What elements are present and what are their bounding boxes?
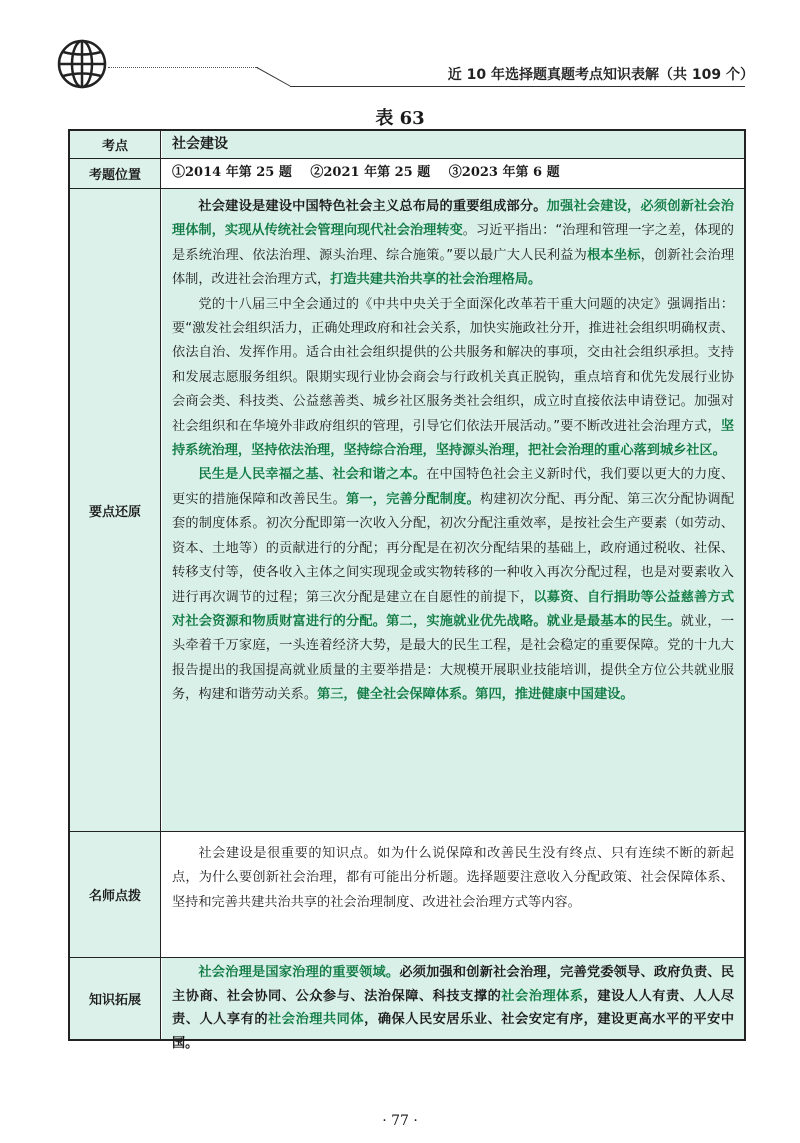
text-run: ，确保人民安居乐业、社会安定有序，建设更高水平的平安中国。	[172, 1012, 735, 1051]
page-number: · 77 ·	[382, 1113, 418, 1129]
extension-cell	[162, 958, 744, 1051]
highlight-run: 民生是人民幸福之基、社会和谐之本。	[198, 467, 427, 483]
text-run: ，创新社会治理体制，改进社会治理方式，	[172, 247, 735, 288]
highlight-run: 社会治理是国家治理的重要领域。	[198, 965, 400, 980]
position-item: ①2014 年第 25 题	[172, 165, 292, 180]
row-position	[70, 158, 744, 188]
knowledge-table	[68, 129, 746, 1051]
text-run: 就业，一头牵着千万家庭，一头连着经济大势，是最大的民生工程，是社会稳定的重要保障。党的十九大报告提出的我国提高就业质量的主要举措是：大规模开展职业技能培训，提供全方位公共就业服务，构建和谐劳动关系。	[172, 613, 735, 703]
tips-paragraph: 社会建设是很重要的知识点。如为什么说保障和改善民生没有终点、只有连续不断的新起点，为什么要创新社会治理，都有可能出分析题。选择题要注意收入分配政策、社会保障体系、坚持和完善共建共治共享的社会治理制度、改进社会治理方式等内容。	[172, 846, 734, 910]
topic-value: 社会建设	[172, 136, 228, 152]
highlight-run: 第一，完善分配制度。	[346, 491, 480, 507]
header-dotted-line	[108, 67, 258, 68]
label-points: 要点还原	[70, 189, 161, 831]
text-run: 。习近平指出：“治理和管理一字之差，体现的是系统治理、依法治理、源头治理、综合施策。”要以最广大人民利益为	[172, 223, 734, 263]
position-item: ③2023 年第 6 题	[448, 165, 560, 180]
highlight-run: 社会治理体系	[501, 988, 584, 1004]
label-position: 考题位置	[70, 159, 161, 188]
topic-value-cell	[162, 131, 744, 158]
row-extension	[70, 957, 744, 1051]
table-title: 表 63	[375, 108, 425, 129]
highlight-run: 坚持系统治理，坚持依法治理，坚持综合治理，坚持源头治理，把社会治理的重心落到城乡社区。	[172, 418, 734, 459]
row-points	[70, 188, 744, 831]
header-slant-line	[256, 67, 292, 87]
highlight-run: 社会治理共同体	[268, 1012, 365, 1027]
text-run: 必须加强和创新社会治理，完善党委领导、政府负责、民主协商、社会协同、公众参与、法治保障、科技支撑的	[172, 965, 735, 1004]
position-item: ②2021 年第 25 题	[310, 165, 431, 180]
text-run: 党的十八届三中全会通过的《中共中央关于全面深化改革若干重大问题的决定》强调指出：要“激发社会组织活力，正确处理政府和社会关系，加快实施政社分开，推进社会组织明确权责、依法自治、发挥作用。适合由社会组织提供的公共服务和解决的事项，交由社会组织承担。支持和发展志愿服务组织。限期实现行业协会商会与行政机关真正脱钩，重点培育和优先发展行业协会商会类、科技类、公益慈善类、城乡社区服务类社会组织，成立时直接依法申请登记。加强对社会组织和在华境外非政府组织的管理，引导它们依法开展活动。”要不断改进社会治理方式，	[172, 296, 735, 434]
tips-cell	[162, 832, 744, 957]
position-list	[172, 159, 734, 187]
text-run: 在中国特色社会主义新时代，我们要以更大的力度、更实的措施保障和改善民生。	[172, 467, 735, 507]
points-paragraph-2	[172, 293, 734, 464]
highlight-run: 根本坐标	[587, 247, 641, 263]
label-extension: 知识拓展	[70, 958, 161, 1039]
points-paragraph-1	[172, 195, 734, 293]
points-cell	[162, 189, 744, 831]
points-paragraph-3	[172, 463, 734, 707]
extension-paragraph	[172, 961, 734, 1055]
text-run: 构建初次分配、再分配、第三次分配协调配套的制度体系。初次分配即第一次收入分配，初次分配注重效率，是按社会生产要素（如劳动、资本、土地等）的贡献进行的分配；再分配是在初次分配结果的基础上，政府通过税收、社保、转移支付等，使各收入主体之间实现现金或实物转移的一种收入再次分配过程，也是对要素收入进行再次调节的过程；第三次分配是建立在自愿性的前提下，	[172, 491, 735, 605]
text-run: 社会建设是建设中国特色社会主义总布局的重要组成部分。	[198, 199, 547, 214]
row-topic	[70, 131, 744, 158]
highlight-run: 第三，健全社会保障体系。第四，推进健康中国建设。	[317, 687, 634, 703]
label-tips: 名师点拨	[70, 832, 161, 957]
header-title: 近 10 年选择题真题考点知识表解（共 109 个）	[447, 67, 754, 83]
label-topic: 考点	[70, 131, 161, 158]
highlight-run: 打造共建共治共享的社会治理格局。	[330, 272, 542, 288]
row-tips	[70, 831, 744, 957]
text-run: ，建设人人有责、人人尽责、人人享有的	[172, 988, 735, 1027]
header-rule	[290, 86, 745, 87]
highlight-run: 加强社会建设，必须创新社会治理体制，实现从传统社会管理向现代社会治理转变	[172, 199, 734, 239]
highlight-run: 以募资、自行捐助等公益慈善方式对社会资源和物质财富进行的分配。第二，实施就业优先战略。就业是最基本的民生。	[172, 589, 735, 629]
position-cell	[162, 159, 744, 188]
globe-icon	[56, 38, 108, 90]
page-header	[0, 0, 800, 100]
